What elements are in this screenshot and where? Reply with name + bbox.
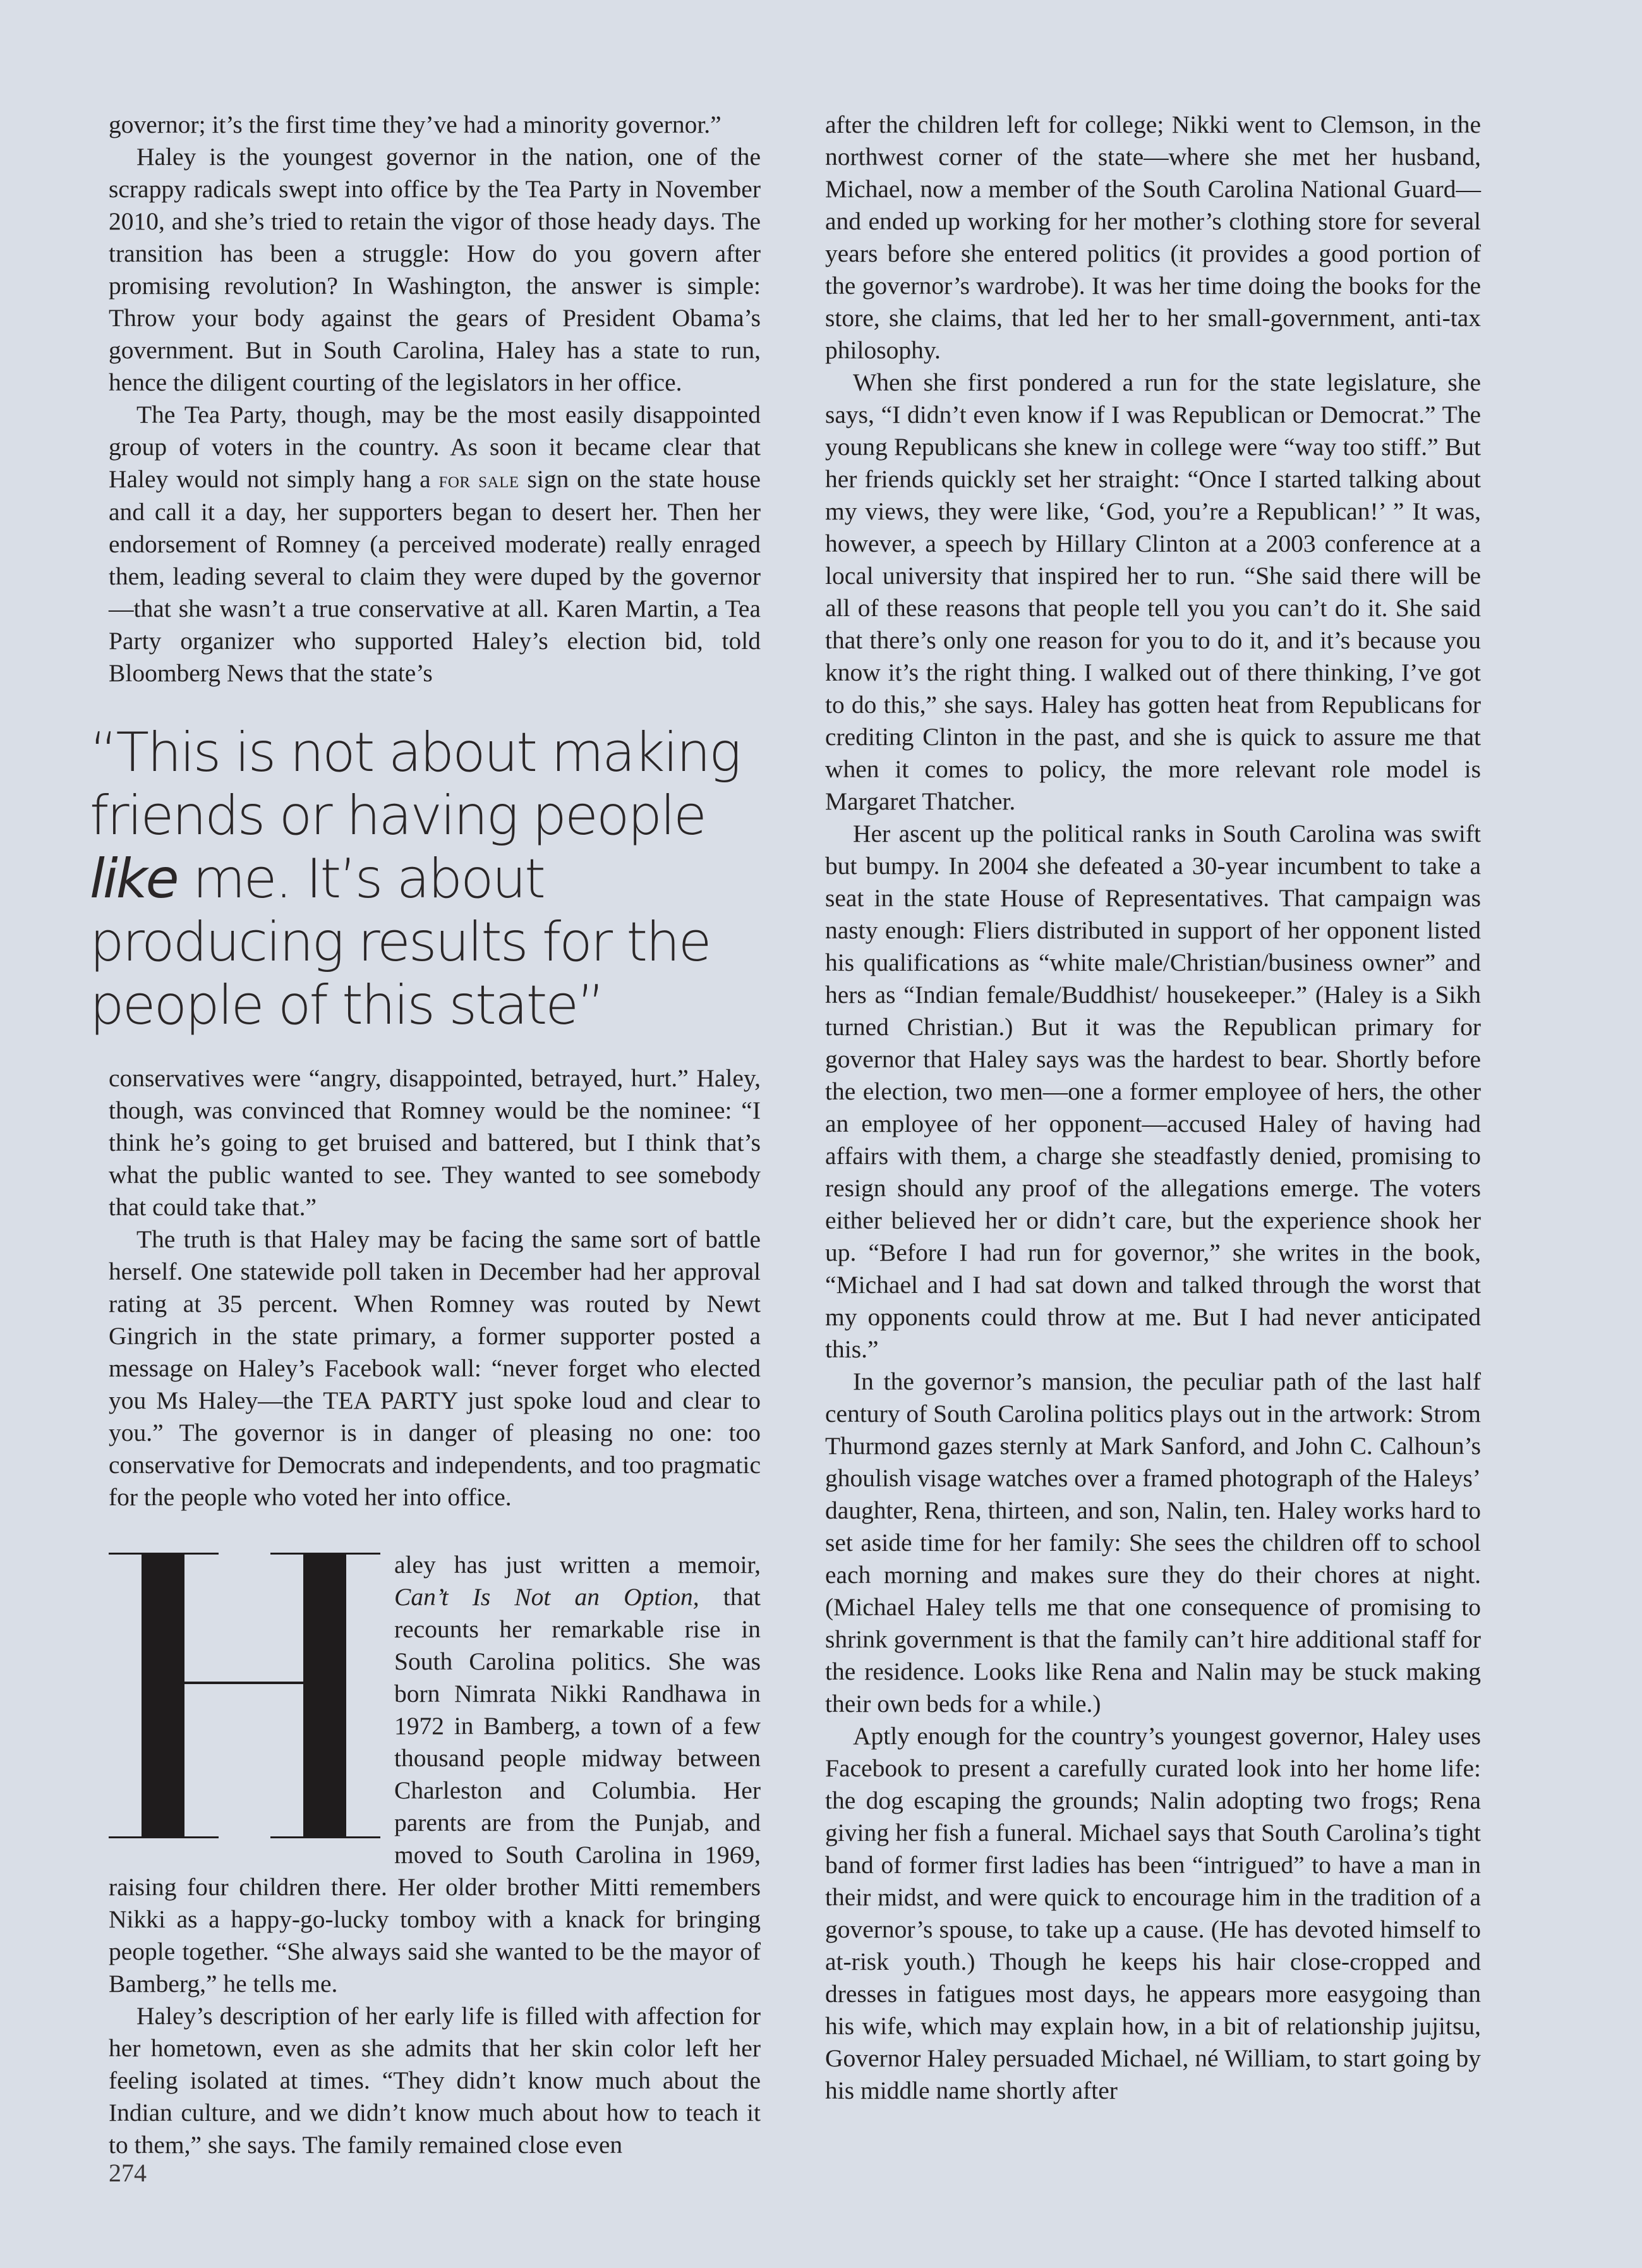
page-number: 274	[109, 2159, 147, 2187]
small-caps-text: for sale	[438, 467, 519, 492]
paragraph: governor; it’s the first time they’ve had a minority governor.”	[109, 111, 721, 138]
text-run: aley has just written a memoir,	[394, 1551, 761, 1579]
section-opening	[109, 1549, 761, 2000]
paragraph	[109, 399, 761, 689]
paragraph: Haley is the youngest governor in the nation, one of the scrappy radicals swept into office by the Tea Party in November 2010, and she’s tried to retain the vigor of those heady days. The transition has been a struggle: How do you govern after promising revolution? In Washington, the answer is simple: Throw your body against the gears of President Obama’s government. But in South Carolina, Haley has a state to run, hence the diligent courting of the legislators in her office.	[109, 143, 761, 396]
paragraph: conservatives were “angry, disappointed, betrayed, hurt.” Haley, though, was convinced that Romney would be the nominee: “I think he’s going to get bruised and battered, but I think that’s what the public wanted to see. They wanted to see somebody that could take that.”	[109, 1064, 761, 1221]
paragraph: Aptly enough for the country’s youngest governor, Haley uses Facebook to present a carefully curated look into her home life: the dog escaping the grounds; Nalin adopting two frogs; Rena giving her fish a funeral. Michael says that South Carolina’s tight band of former first ladies has been “intrigued” to have a man in their midst, and were quick to encourage him in the tradition of a governor’s spouse, to take up a cause. (He has devoted himself to at-risk youth.) Though he keeps his hair close-cropped and dresses in fatigues most days, he appears more easygoing than his wife, which may explain how, in a bit of relationship jujitsu, Governor Haley persuaded Michael, né William, to start going by his middle name shortly after	[825, 1722, 1481, 2104]
left-column	[90, 109, 761, 2161]
text-run: The Tea Party, though, may be the most easily disappointed group of voters in the country. As soon it became clear that Haley would not simply hang a	[109, 401, 761, 493]
pull-quote-open: “This is not about making friends or having people	[90, 721, 740, 847]
paragraph: Haley’s description of her early life is filled with affection for her hometown, even as she admits that her skin color left her feeling isolated at times. “They didn’t know much about the Indian culture, and we didn’t know much about how to teach it to them,” she says. The family remained close even	[109, 2002, 761, 2159]
right-column	[825, 109, 1481, 2107]
drop-cap	[109, 1551, 380, 1840]
paragraph: after the children left for college; Nikki went to Clemson, in the northwest corner of the state—where she met her husband, Michael, now a member of the South Carolina National Guard—and ended up working for her mother’s clothing store for several years before she entered politics (it provides a good portion of the governor’s wardrobe). It was her time doing the books for the store, she claims, that led her to her small-government, anti-tax philosophy.	[825, 111, 1481, 364]
pull-quote-emphasis: like	[90, 847, 178, 911]
text-run: sign on the state house and call it a day, her supporters began to desert her. Then her endorsement of Romney (a perceived moderate) really enraged them, leading several to claim they were duped by the governor—that she wasn’t a true conservative at all. Karen Martin, a Tea Party organizer who supported Haley’s election bid, told Bloomberg News that the state’s	[109, 465, 761, 687]
paragraph: In the governor’s mansion, the peculiar path of the last half century of South Carolina politics plays out in the artwork: Strom Thurmond gazes sternly at Mark Sanford, and John C. Calhoun’s ghoulish visage watches over a framed photograph of the Haleys’ daughter, Rena, thirteen, and son, Nalin, ten. Haley works hard to set aside time for her family: She sees the children off to school each morning and makes sure they do their chores at night. (Michael Haley tells me that one consequence of promising to shrink government is that the family can’t hire additional staff for the residence. Looks like Rena and Nalin may be stuck making their own beds for a while.)	[825, 1367, 1481, 1718]
pull-quote-close: me. It’s about producing results for the people of this state”	[90, 847, 710, 1037]
paragraph: When she first pondered a run for the state legislature, she says, “I didn’t even know if I was Republican or Democrat.” The young Republicans she knew in college were “way too stiff.” But her friends quickly set her straight: “Once I started talking about my views, they were like, ‘God, you’re a Republican!’ ” It was, however, a speech by Hillary Clinton at a 2003 conference at a local university that inspired her to run. “She said there will be all of these reasons that people tell you you can’t do it. She said that there’s only one reason for you to do it, and it’s because you know it’s the right thing. I walked out of there thinking, I’ve got to do this,” she says. Haley has gotten heat from Republicans for crediting Clinton in the past, and she is quick to assure me that when it comes to policy, the more relevant role model is Margaret Thatcher.	[825, 368, 1481, 815]
text-run: that recounts her remarkable rise in South Carolina politics. She was born Nimrata Nikki Randhawa in 1972 in Bamberg, a town of a few thousand people midway between Charleston and Columbia. Her parents are from the Punjab, and moved to South Carolina in 1969, raising four children there. Her older brother Mitti remembers Nikki as a happy-go-lucky tomboy with a knack for bringing people together. “She always said she wanted to be the mayor of Bamberg,” he tells me.	[109, 1583, 761, 1998]
paragraph: Her ascent up the political ranks in South Carolina was swift but bumpy. In 2004 she defeated a 30-year incumbent to take a seat in the state House of Representatives. That campaign was nasty enough: Fliers distributed in support of her opponent listed his qualifications as “white male/Christian/business owner” and hers as “Indian female/Buddhist/ housekeeper.” (Haley is a Sikh turned Christian.) But it was the Republican primary for governor that Haley says was the hardest to bear. Shortly before the election, two men—one a former employee of hers, the other an employee of her opponent—accused Haley of having had affairs with them, a charge she steadfastly denied, promising to resign should any proof of the allegations emerge. The voters either believed her or didn’t care, but the experience shook her up. “Before I had run for governor,” she writes in the book, “Michael and I had sat down and talked through the worst that my opponents could throw at me. But I had never anticipated this.”	[825, 820, 1481, 1363]
pull-quote	[90, 721, 761, 1037]
paragraph: The truth is that Haley may be facing the same sort of battle herself. One statewide poll taken in December had her approval rating at 35 percent. When Romney was routed by Newt Gingrich in the state primary, a former supporter posted a message on Haley’s Facebook wall: “never forget who elected you Ms Haley—the TEA PARTY just spoke loud and clear to you.” The governor is in danger of pleasing no one: too conservative for Democrats and independents, and too pragmatic for the people who voted her into office.	[109, 1225, 761, 1511]
drop-cap-letter	[109, 1551, 380, 1840]
book-title: Can’t Is Not an Option,	[394, 1583, 699, 1611]
